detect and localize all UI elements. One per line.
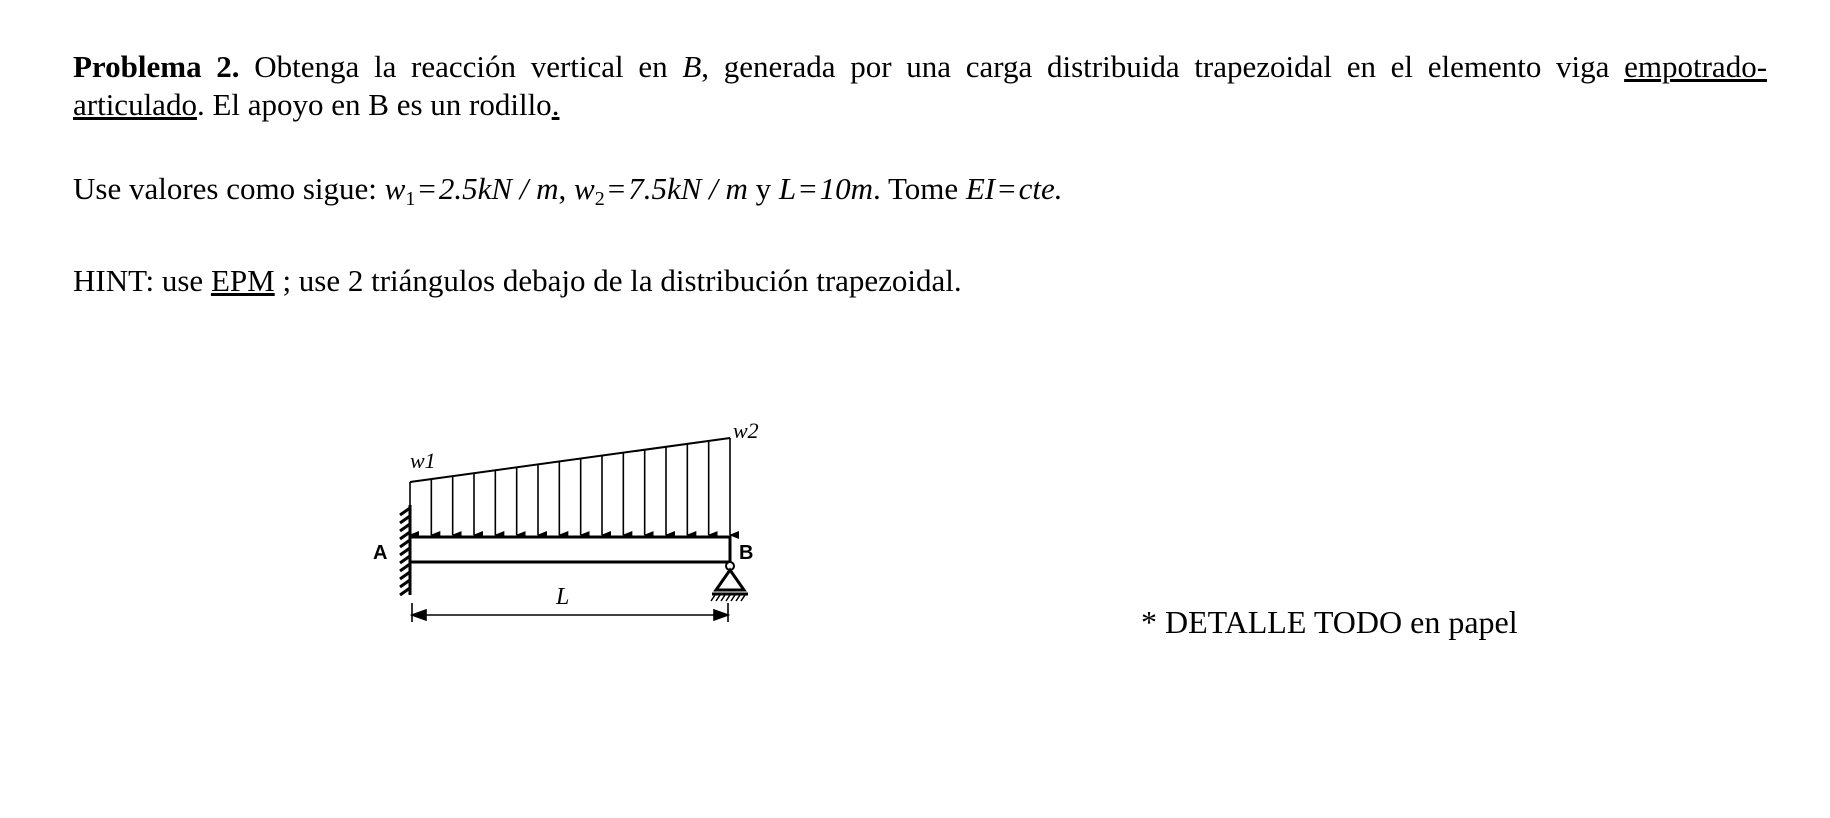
support-type: empotrado-articulado	[73, 49, 1768, 122]
l-value: 10m	[819, 171, 873, 206]
length-dimension	[412, 603, 728, 622]
problem-text-a: Obtenga la reacción vertical en	[239, 49, 683, 84]
w2-equals: =	[607, 171, 626, 206]
problem-statement	[73, 48, 1767, 124]
w1-subscript: 1	[405, 188, 416, 210]
w2-subscript: 2	[594, 188, 605, 210]
w1-equals: =	[418, 171, 436, 206]
problem-text-b: , generada por una carga distribuida trapezoidal en el elemento viga	[701, 49, 1625, 84]
w2-symbol: w	[574, 171, 595, 206]
tome-text: . Tome	[873, 171, 966, 206]
hint	[73, 262, 1767, 300]
w1-symbol: w	[384, 171, 406, 206]
w2-value: 7.5kN / m	[628, 171, 748, 206]
separator: ,	[558, 171, 575, 206]
problem-label: Problema 2.	[73, 49, 240, 84]
label-l: L	[556, 584, 570, 610]
given-values	[73, 170, 1767, 218]
note: * DETALLE TODO en papel	[1141, 604, 1518, 640]
values-intro: Use valores como sigue:	[73, 171, 385, 206]
beam-diagram	[360, 410, 790, 650]
l-equals: =	[799, 171, 817, 206]
l-symbol: L	[778, 171, 797, 206]
roller-support	[711, 562, 748, 601]
hint-suffix: ; use 2 triángulos debajo de la distribución trapezoidal.	[274, 263, 962, 298]
label-b: B	[739, 542, 754, 564]
hint-prefix: HINT: use	[73, 263, 211, 298]
point-b: B	[682, 49, 702, 84]
ei-symbol: EI	[965, 171, 996, 206]
beam	[410, 537, 730, 562]
label-a: A	[373, 542, 388, 564]
ei-value: cte.	[1018, 171, 1063, 206]
conjunction: y	[747, 171, 779, 206]
w1-value: 2.5kN / m	[438, 171, 559, 206]
load-top-line	[410, 438, 730, 482]
label-w2: w2	[733, 418, 759, 443]
label-w1: w1	[410, 448, 436, 473]
hint-method: EPM	[210, 263, 275, 298]
problem-text-d: .	[551, 87, 560, 122]
problem-text-c: . El apoyo en B es un rodillo	[196, 87, 552, 122]
distributed-load-arrows	[410, 438, 730, 535]
ei-equals: =	[998, 171, 1016, 206]
